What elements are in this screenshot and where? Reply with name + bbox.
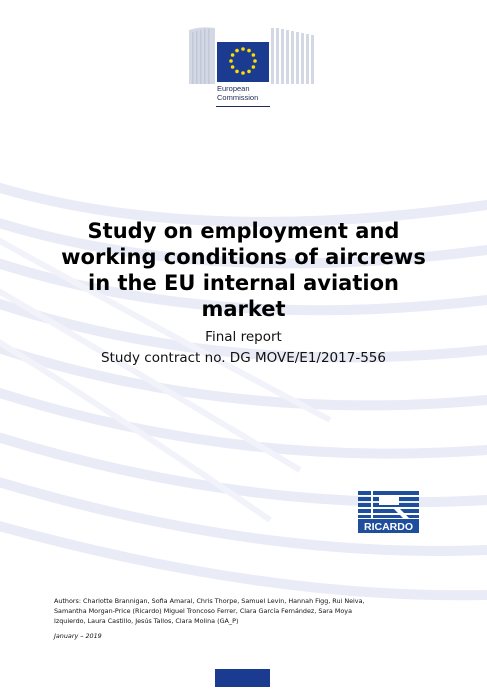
eu-blue-footer-bar xyxy=(215,669,270,687)
report-subtitle: Final report xyxy=(205,329,282,345)
report-title xyxy=(20,218,467,322)
title-line-2: working conditions of aircrews xyxy=(61,245,426,269)
authors-block xyxy=(54,596,444,626)
ec-logo-line-2: Commission xyxy=(217,93,259,102)
ec-logo-line-1: European xyxy=(217,84,250,93)
title-line-4: market xyxy=(201,297,286,321)
ricardo-wordmark: RICARDO xyxy=(364,521,413,533)
publication-date: January – 2019 xyxy=(54,632,102,640)
authors-line-1: Authors: Charlotte Brannigan, Sofia Amaral, Chris Thorpe, Samuel Levin, Hannah Figg, Rui Neiva, xyxy=(54,597,365,605)
title-line-1: Study on employment and xyxy=(87,219,400,243)
ec-logo-text xyxy=(217,84,258,102)
ec-logo-underline xyxy=(216,106,270,107)
title-line-3: in the EU internal aviation xyxy=(88,271,399,295)
contract-number: Study contract no. DG MOVE/E1/2017-556 xyxy=(101,350,386,366)
authors-line-2: Samantha Morgan-Price (Ricardo) Miguel Troncoso Ferrer, Clara García Fernández, Sara Moya xyxy=(54,607,353,615)
authors-line-3: Izquierdo, Laura Castillo, Jesús Tallos, Clara Molina (GA_P) xyxy=(54,617,239,625)
ricardo-logo xyxy=(357,491,420,533)
